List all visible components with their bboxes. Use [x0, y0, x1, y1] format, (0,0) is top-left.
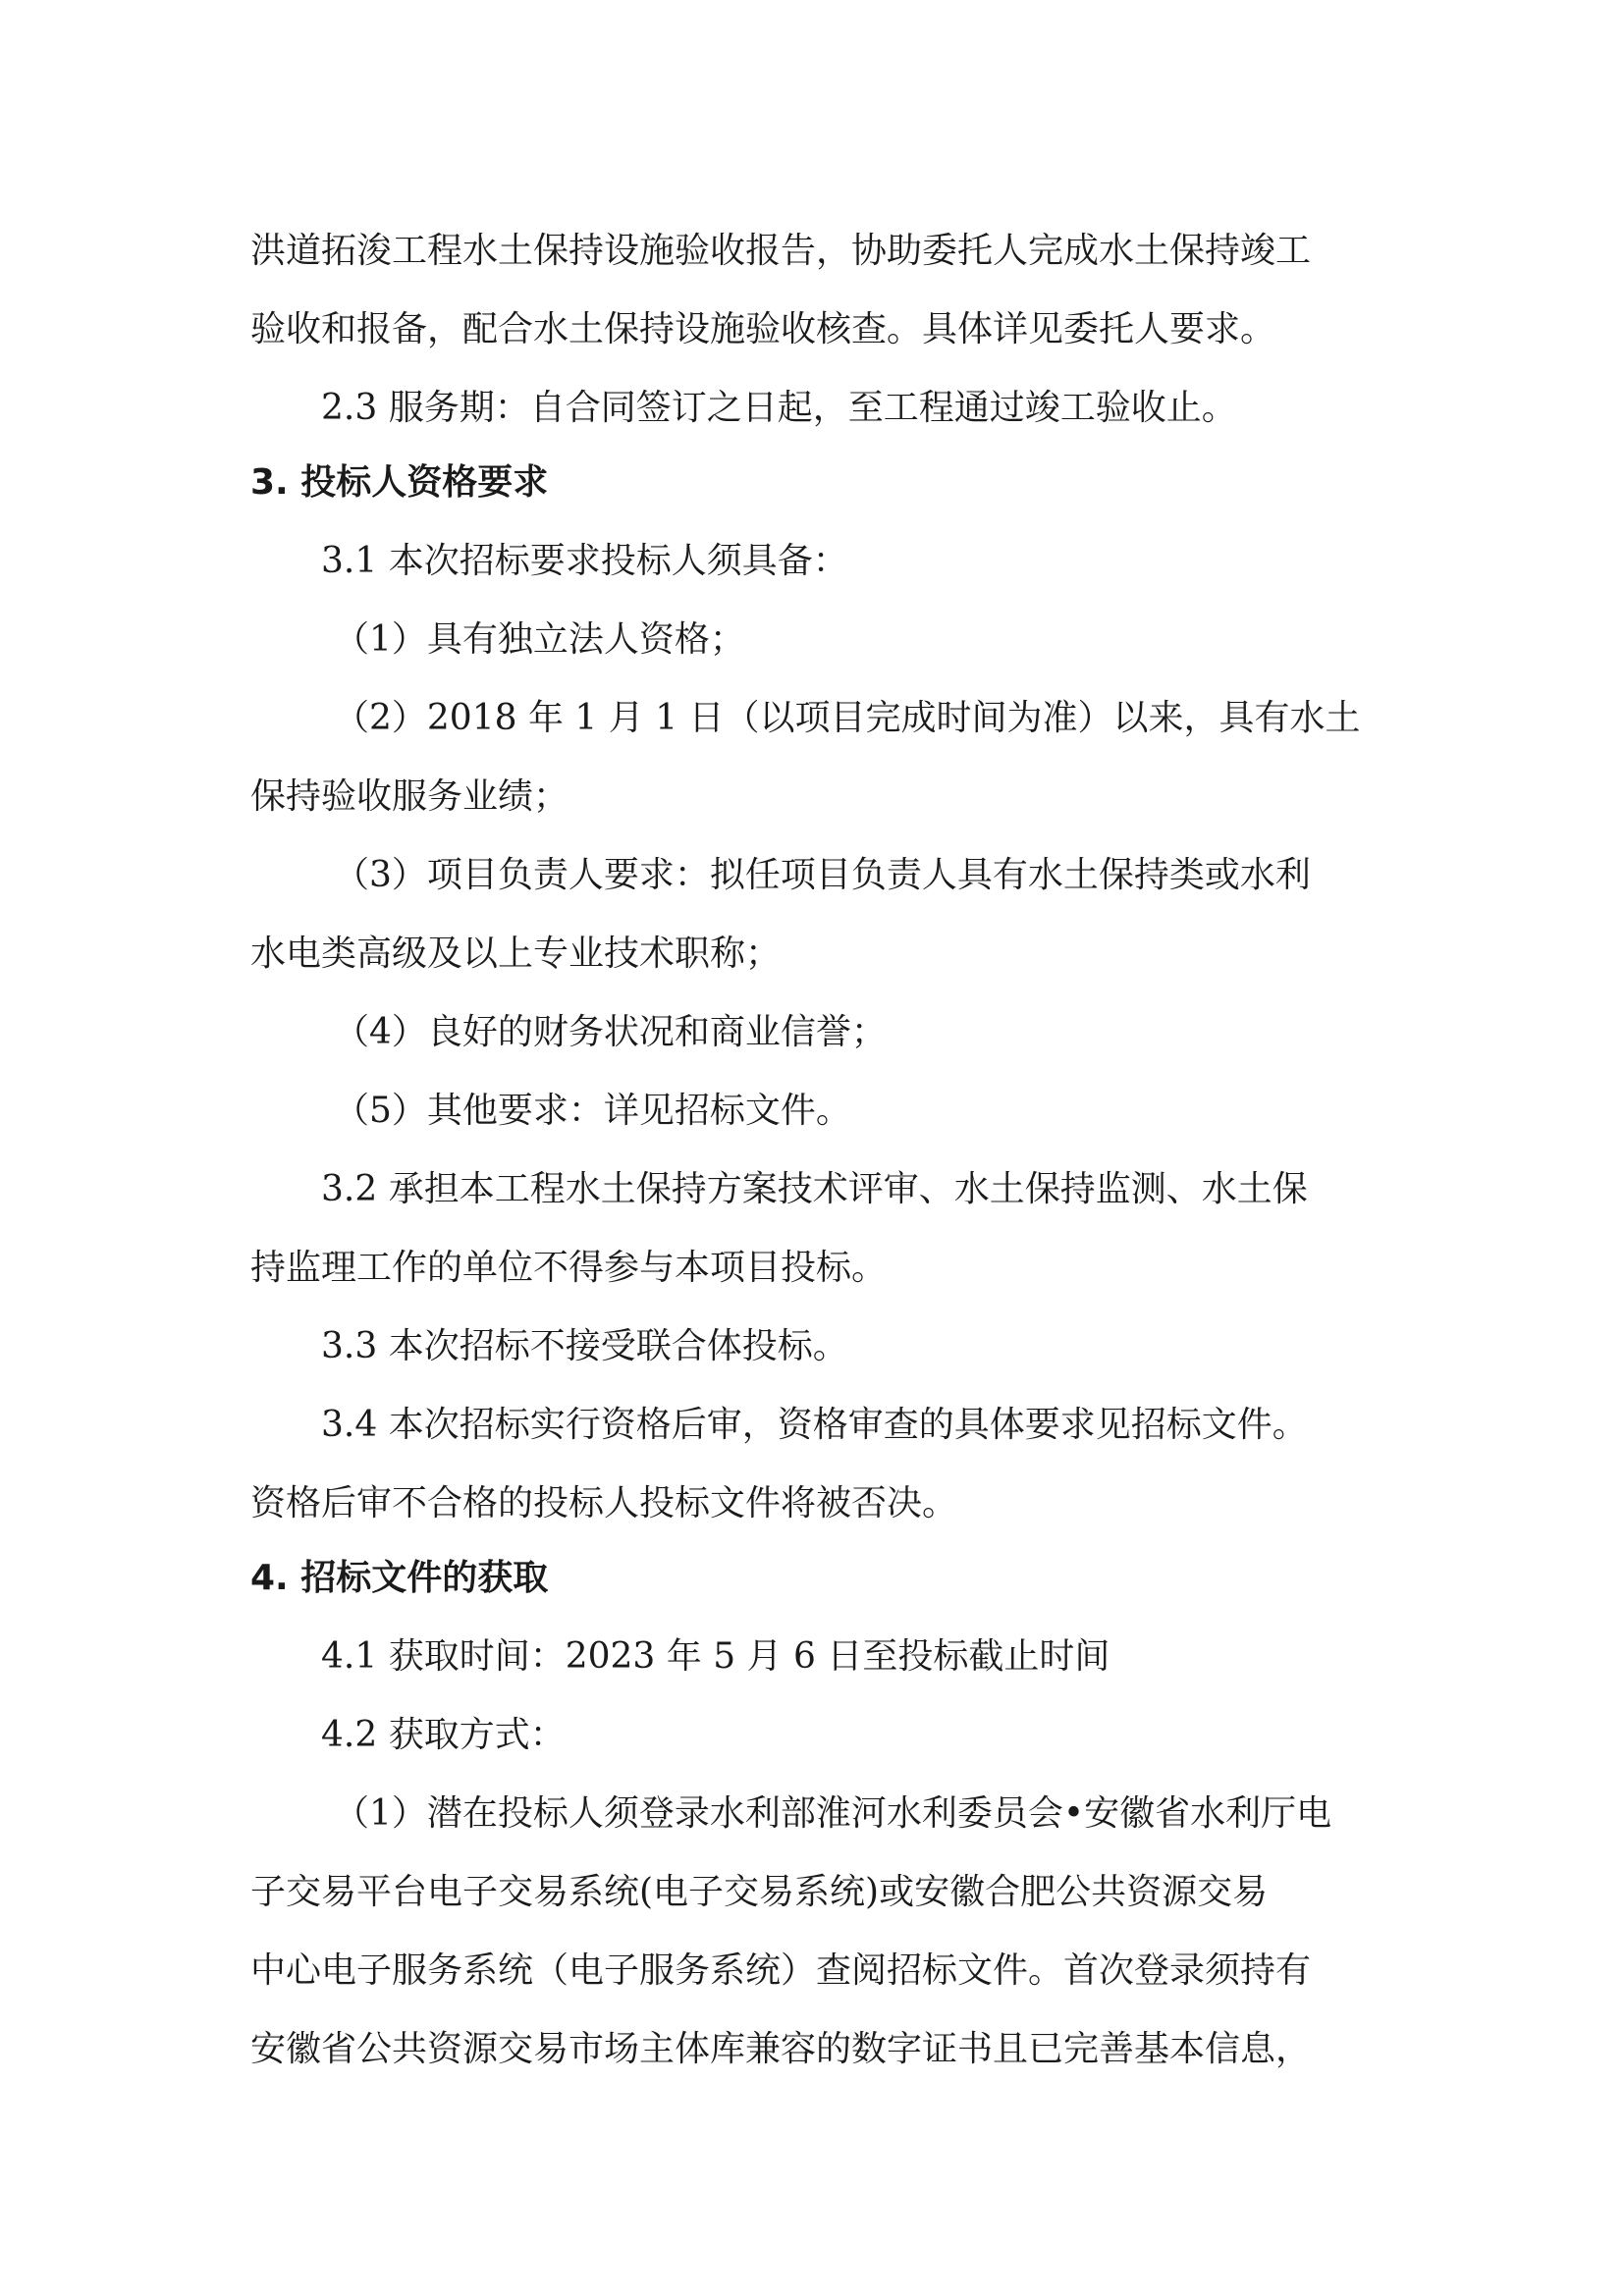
method-1-cont: 子交易平台电子交易系统(电子交易系统)或安徽合肥公共资源交易 — [250, 1872, 1269, 1912]
clause-3-4-cont: 资格后审不合格的投标人投标文件将被否决。 — [250, 1483, 958, 1523]
clause-3-2-cont: 持监理工作的单位不得参与本项目投标。 — [250, 1248, 888, 1288]
requirement-2: （2）2018 年 1 月 1 日（以项目完成时间为准）以来，具有水土 — [334, 698, 1361, 738]
clause-3-1: 3.1 本次招标要求投标人须具备： — [321, 541, 848, 581]
section-heading-qualifications: 3. 投标人资格要求 — [250, 462, 549, 503]
clause-4-2: 4.2 获取方式： — [321, 1715, 566, 1755]
clause-3-3: 3.3 本次招标不接受联合体投标。 — [321, 1326, 848, 1366]
section-heading-documents: 4. 招标文件的获取 — [250, 1558, 549, 1598]
paragraph-line: 洪道拓浚工程水土保持设施验收报告，协助委托人完成水土保持竣工 — [250, 231, 1312, 271]
method-1-cont: 中心电子服务系统（电子服务系统）查阅招标文件。首次登录须持有 — [250, 1950, 1312, 1991]
requirement-3: （3）项目负责人要求：拟任项目负责人具有水土保持类或水利 — [334, 855, 1311, 895]
requirement-5: （5）其他要求：详见招标文件。 — [334, 1091, 851, 1131]
service-period-text: 2.3 服务期：自合同签订之日起，至工程通过竣工验收止。 — [321, 388, 1237, 428]
method-1-cont: 安徽省公共资源交易市场主体库兼容的数字证书且已完善基本信息， — [250, 2029, 1312, 2069]
paragraph-line: 验收和报备，配合水土保持设施验收核查。具体详见委托人要求。 — [250, 309, 1276, 349]
requirement-2-cont: 保持验收服务业绩； — [250, 776, 569, 817]
requirement-4: （4）良好的财务状况和商业信誉； — [334, 1012, 887, 1052]
clause-4-1: 4.1 获取时间：2023 年 5 月 6 日至投标截止时间 — [321, 1636, 1110, 1677]
clause-3-4: 3.4 本次招标实行资格后审，资格审查的具体要求见招标文件。 — [321, 1405, 1308, 1445]
clause-3-2: 3.2 承担本工程水土保持方案技术评审、水土保持监测、水土保 — [321, 1169, 1308, 1209]
method-1: （1）潜在投标人须登录水利部淮河水利委员会•安徽省水利厅电 — [334, 1793, 1332, 1834]
requirement-3-cont: 水电类高级及以上专业技术职称； — [250, 934, 782, 974]
requirement-1: （1）具有独立法人资格； — [334, 619, 745, 660]
